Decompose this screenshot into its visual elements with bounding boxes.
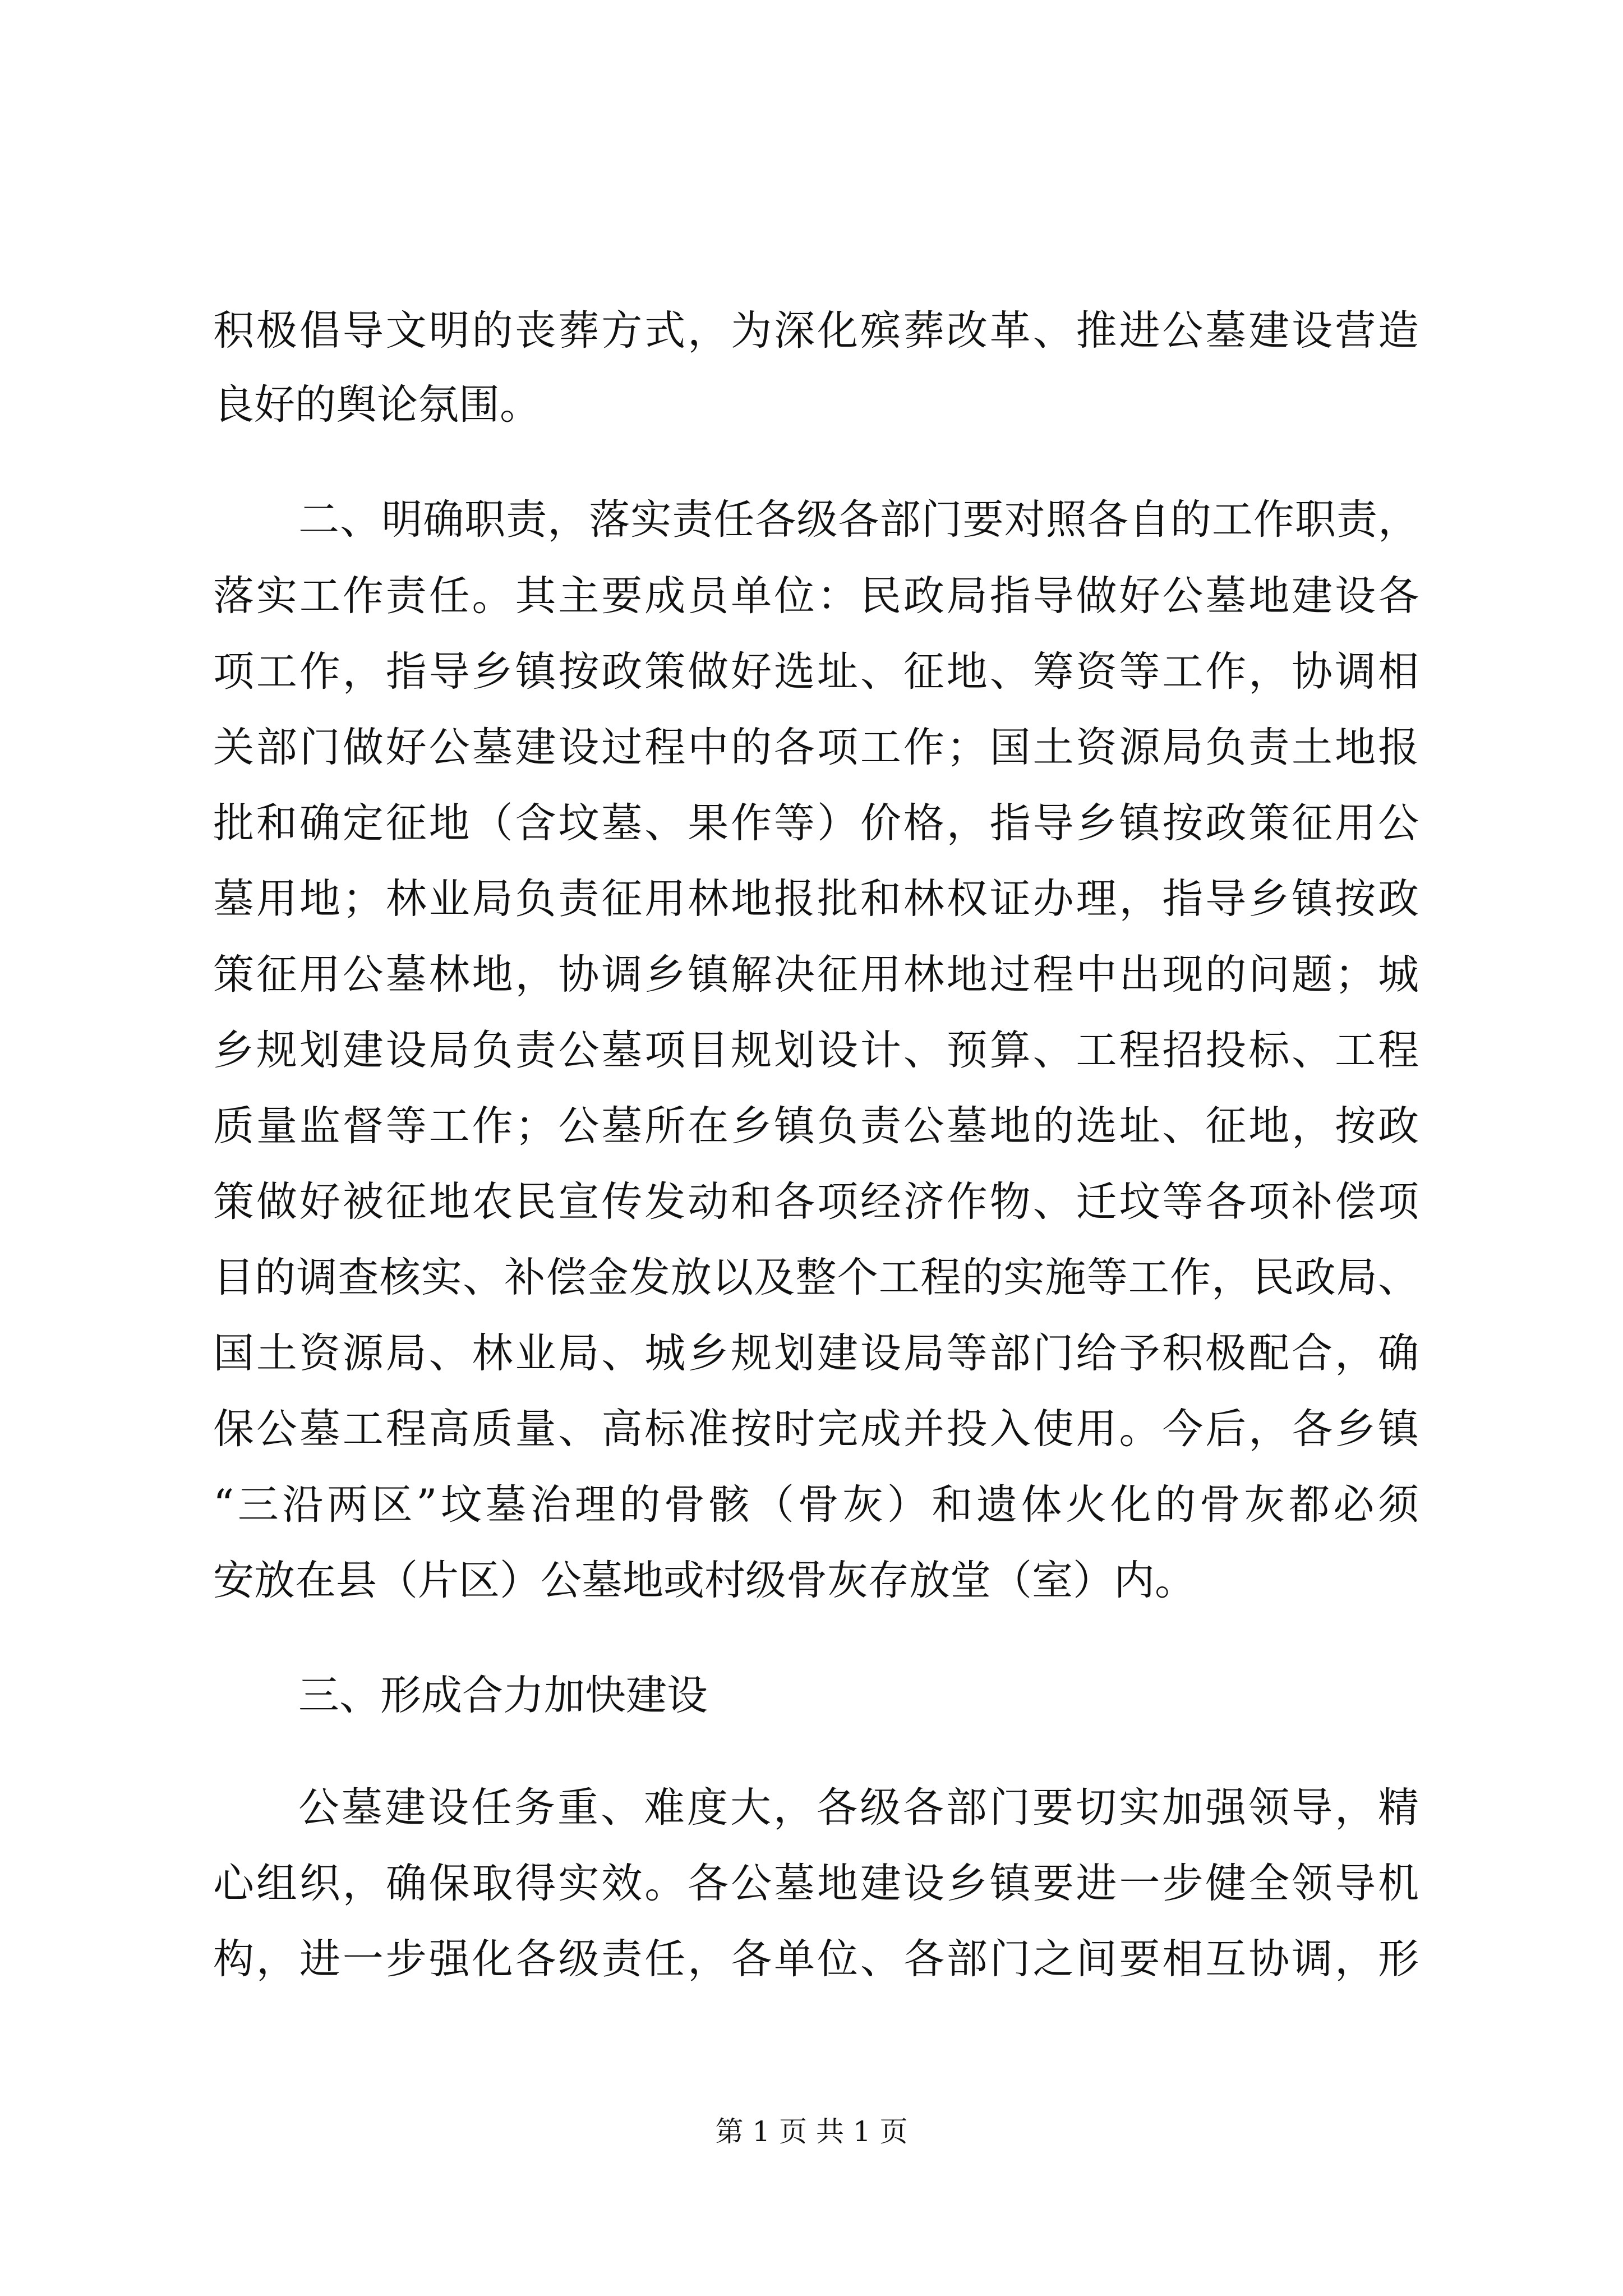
text-line: 国土资源局、林业局、城乡规划建设局等部门给予积极配合，确 — [213, 1329, 1419, 1377]
text-line: 目的调查核实、补偿金发放以及整个工程的实施等工作，民政局、 — [213, 1254, 1419, 1301]
text-line: 保公墓工程高质量、高标准按时完成并投入使用。今后，各乡镇 — [213, 1405, 1419, 1453]
text-line: 心组织，确保取得实效。各公墓地建设乡镇要进一步健全领导机 — [213, 1860, 1419, 1907]
text-line: 落实工作责任。其主要成员单位：民政局指导做好公墓地建设各 — [213, 572, 1419, 620]
text-line: 关部门做好公墓建设过程中的各项工作；国土资源局负责土地报 — [213, 724, 1419, 771]
text-line: 墓用地；林业局负责征用林地报批和林权证办理，指导乡镇按政 — [213, 875, 1419, 923]
text-line: 良好的舆论氛围。 — [213, 381, 541, 429]
text-line: 乡规划建设局负责公墓项目规划设计、预算、工程招投标、工程 — [213, 1027, 1419, 1074]
text-line: 质量监督等工作；公墓所在乡镇负责公墓地的选址、征地，按政 — [213, 1102, 1419, 1150]
page-footer: 第 1 页 共 1 页 — [715, 2115, 908, 2148]
text-line: 策征用公墓林地，协调乡镇解决征用林地过程中出现的问题；城 — [213, 951, 1419, 999]
text-line: 批和确定征地（含坟墓、果作等）价格，指导乡镇按政策征用公 — [213, 799, 1419, 847]
text-line: 构，进一步强化各级责任，各单位、各部门之间要相互协调，形 — [213, 1935, 1419, 1983]
section-heading-line: 二、明确职责，落实责任各级各部门要对照各自的工作职责， — [298, 496, 1419, 544]
text-line: 公墓建设任务重、难度大，各级各部门要切实加强领导，精 — [298, 1784, 1419, 1832]
text-line: 项工作，指导乡镇按政策做好选址、征地、筹资等工作，协调相 — [213, 648, 1419, 696]
text-line: “三沿两区”坟墓治理的骨骸（骨灰）和遗体火化的骨灰都必须 — [213, 1481, 1419, 1529]
section-heading: 三、形成合力加快建设 — [298, 1672, 708, 1719]
text-line: 安放在县（片区）公墓地或村级骨灰存放堂（室）内。 — [213, 1557, 1196, 1604]
text-line: 策做好被征地农民宣传发动和各项经济作物、迁坟等各项补偿项 — [213, 1178, 1419, 1226]
text-line: 积极倡导文明的丧葬方式，为深化殡葬改革、推进公墓建设营造 — [213, 307, 1419, 355]
